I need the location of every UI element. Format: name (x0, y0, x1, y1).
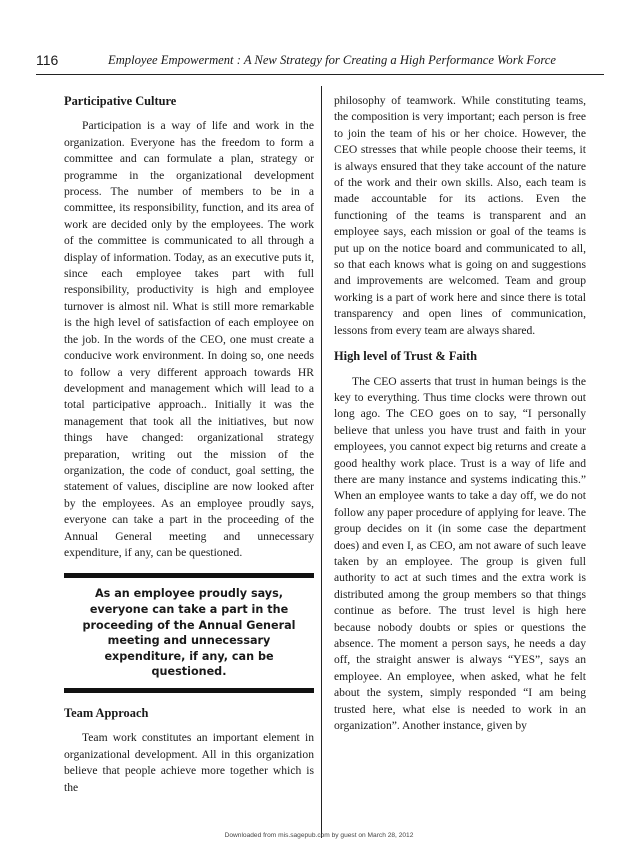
section-heading-trust-faith: High level of Trust & Faith (334, 349, 478, 364)
running-title: Employee Empowerment : A New Strategy for Creating a High Performance Work Force (108, 53, 556, 67)
paragraph-teamwork-continued: philosophy of teamwork. While constituting teams, the composition is very important; each person is free to join the team of his or her choice. However, the CEO stresses that while people choose their teems, it is always ensured that they take account of the nature of the work and their own skills. Also, each team is made accountable for its actions. Even the functioning of the teams is transparent and an employee says, each mission or goal of the teams is put up on the notice board and communicated to all, so that each knows what is going on and suggestions and improvements are welcomed. Team and group working is a part of work here and since there is total transparency and open lines of communication, lessons from every team are always shared. (334, 94, 586, 337)
download-footer: Downloaded from mis.sagepub.com by guest on March 28, 2012 (224, 832, 414, 839)
column-divider (321, 86, 322, 838)
right-column (334, 93, 586, 734)
section-heading-participative-culture: Participative Culture (64, 94, 177, 108)
page-number: 116 (36, 52, 59, 68)
page-header (36, 50, 604, 75)
left-column (64, 93, 314, 796)
section-heading-team-approach: Team Approach (64, 705, 149, 720)
paragraph-team-approach: Team work constitutes an important element in organizational development. All in this organization believe that people achieve more together which is the (64, 731, 314, 794)
paragraph-trust-faith: The CEO asserts that trust in human beings is the key to everything. Thus time clocks were thrown out long ago. The CEO goes on to say, “I personally believe that unless you have trust and faith in your employees, you cannot expect big returns and create a good healthy work place. Trust is a way of life and there are many instance and systems indicating this.” When an employee wants to take a day off, we do not follow any paper procedure of applying for leave. The group decides on it (in some case the department does) and even I, as CEO, am not aware of such leave taken by an employee. The group is given full authority to act at such times and the extra work is distributed among the group members so that things continue as before. The trust level is high here because nobody doubts or spies or questions the absence. The moment a person says, he needs a day off, the straight answer is always “YES”, says an employee. An employee, when asked, what he felt about the system, simply responded “I am being trusted here, what else is needed to work in an organization”. Another instance, given by (334, 374, 586, 733)
pull-quote: As an employee proudly says, everyone can take a part in the proceeding of the Annual General meeting and unnecessary expenditure, if any, can be questioned. (64, 573, 314, 693)
paragraph-participative-culture: Participation is a way of life and work in the organization. Everyone has the freedom to form a committee and can formulate a plan, strategy or programme in the organizational development process. The number of members to be in a committee, its responsibility, function, and its area of work are decided only by the employees. The work of the committee is communicated to all through a display of information. Today, as an executive puts it, since each employee takes part with full responsibility, productivity is high and employee turnover is almost nil. What is still more remarkable is the high level of satisfaction of each employee on the job. In the words of the CEO, one must create a conducive work environment. In doing so, one needs to follow a very different approach towards HR development and management which will lead to a total participative approach.. Initially it was the management that took all the initiatives, but now things have changed: organizational strategy preparation, writing out the mission of the organization, the code of conduct, goal setting, the statement of values, discipline are now looked after by the employees. As an employee proudly says, everyone can take a part in the proceeding of the Annual General meeting and unnecessary expenditure, if any, can be questioned. (64, 119, 314, 559)
